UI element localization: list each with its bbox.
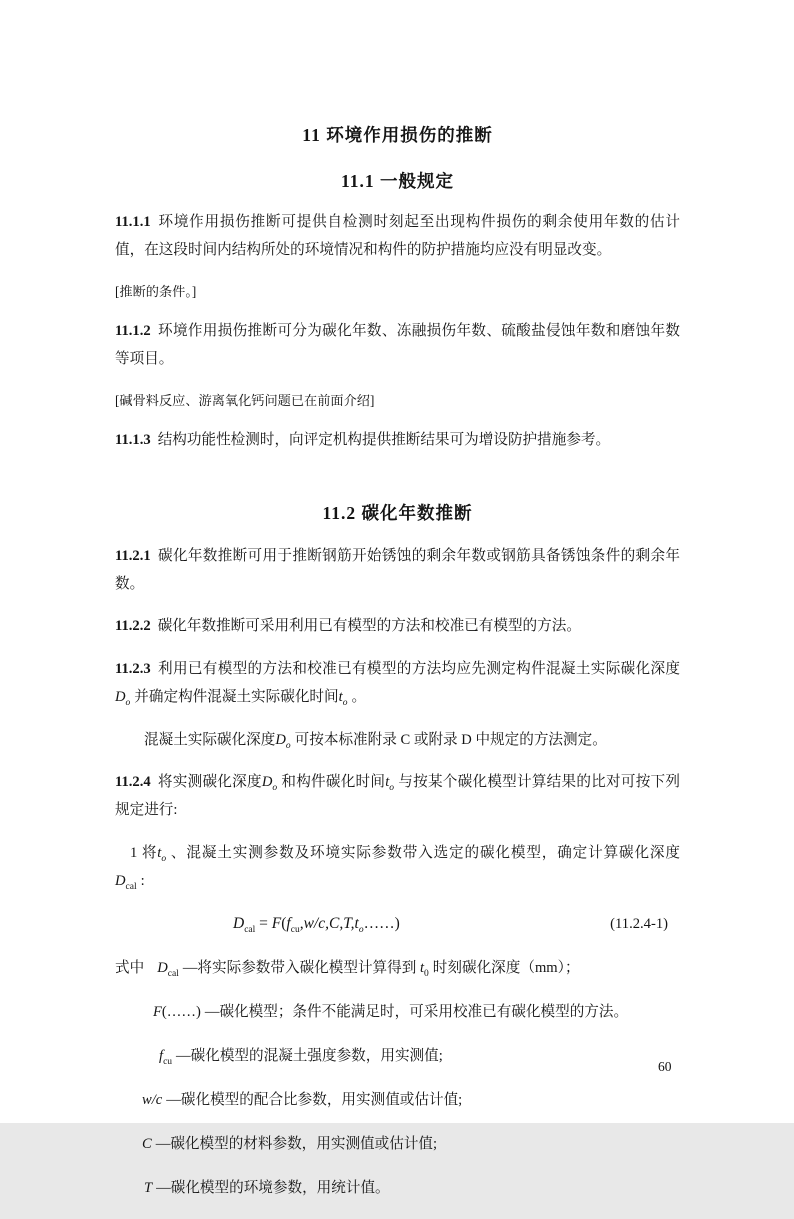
definition-text: —碳化模型的环境参数，用统计值。 — [156, 1180, 390, 1197]
clause-number: 11.2.4 — [115, 774, 151, 791]
list-item-number: 1 — [130, 844, 138, 861]
clause-text: 结构功能性检测时，向评定机构提供推断结果可为增设防护措施参考。 — [157, 431, 611, 448]
clause-text: 将 — [141, 844, 158, 861]
variable-t0: $t_0$ — [419, 959, 429, 979]
clause-11-2-4 — [115, 768, 680, 824]
variable-wc: w/c — [142, 1092, 163, 1109]
clause-text: 利用已有模型的方法和校准已有模型的方法均应先测定构件混凝土实际碳化深度 — [157, 660, 680, 677]
clause-11-1-2 — [115, 317, 680, 373]
equals-sign: = — [259, 915, 268, 933]
variable-T: T — [144, 1180, 153, 1197]
chapter-title: 11 环境作用损伤的推断 — [302, 124, 493, 145]
clause-number: 11.1.1 — [115, 214, 151, 231]
variable-D0: $D_o$ — [115, 688, 131, 708]
variable-D0: $D_o$ — [275, 731, 291, 751]
equation-number: (11.2.4-1) — [610, 916, 668, 933]
section-heading-11-2: 11.2 碳化年数推断 — [322, 502, 473, 523]
clause-11-2-1 — [115, 542, 680, 598]
variable-C: C — [142, 1136, 152, 1153]
clause-11-2-3-para-2 — [115, 726, 680, 754]
clause-11-1-3 — [115, 426, 680, 454]
definition-text: —碳化模型的材料参数，用实测值或估计值; — [155, 1136, 438, 1153]
clause-text: 并确定构件混凝土实际碳化时间 — [134, 688, 339, 705]
page-number: 60 — [658, 1059, 672, 1074]
definition-text: —碳化模型；条件不能满足时，可采用校准已有碳化模型的方法。 — [204, 1004, 629, 1021]
clause-text: 、混凝土实测参数及环境实际参数带入选定的碳化模型，确定计算碳化深度 — [170, 844, 680, 861]
variable-Dcal: $D_{cal}$ — [115, 872, 137, 892]
variable-Dcal: $D_{cal}$ — [157, 959, 179, 979]
definition-text: —将实际参数带入碳化模型计算得到 — [182, 959, 420, 976]
where-definition-wc — [115, 1086, 680, 1116]
where-definition-Dcal — [115, 954, 680, 984]
clause-11-2-4-item-1 — [115, 839, 680, 895]
where-definitions — [115, 954, 680, 1204]
clause-text: 碳化年数推断可采用利用已有模型的方法和校准已有模型的方法。 — [157, 618, 581, 635]
variable-fcu: $f_{cu}$ — [159, 1048, 173, 1068]
clause-text: : — [140, 872, 145, 889]
clause-number: 11.2.1 — [115, 547, 151, 564]
definition-text: —碳化模型的混凝土强度参数，用实测值; — [176, 1048, 443, 1065]
clause-text: 混凝土实际碳化深度 — [144, 731, 276, 748]
function-symbol: F — [271, 915, 282, 933]
editorial-note-2: [碱骨料反应、游离氧化钙问题已在前面介绍] — [115, 392, 375, 408]
clause-number: 11.2.3 — [115, 660, 151, 677]
section-heading-11-1: 11.1 一般规定 — [340, 170, 455, 191]
variable-t0: $t_o$ — [385, 774, 395, 794]
clause-text: 环境作用损伤推断可提供自检测时刻起至出现构件损伤的剩余使用年数的估计值，在这段时间内结构所处的环境情况和构件的防护措施均应没有明显改变。 — [115, 214, 680, 259]
variable-D0: $D_o$ — [261, 774, 278, 794]
clause-11-2-3 — [115, 655, 680, 711]
where-definition-fcu — [115, 1042, 680, 1072]
clause-text: 可按本标准附录 C 或附录 D 中规定的方法测定。 — [294, 731, 607, 748]
where-definition-T — [115, 1174, 680, 1204]
where-definition-C — [115, 1130, 680, 1160]
clause-number: 11.1.3 — [115, 431, 151, 448]
clause-text: 碳化年数推断可用于推断钢筋开始锈蚀的剩余年数或钢筋具备锈蚀条件的剩余年数。 — [115, 547, 680, 592]
where-definition-F — [115, 998, 680, 1028]
clause-11-1-1 — [115, 208, 680, 264]
definition-text: —碳化模型的配合比参数，用实测值或估计值; — [166, 1092, 463, 1109]
clause-11-2-2 — [115, 612, 680, 640]
clause-text: 将实测碳化深度 — [157, 774, 262, 791]
formula-expression: $D_{cal}$ = $F(f_{cu},w/c,C,T,t_o\dots\dots)$ — [233, 915, 400, 936]
clause-text: 环境作用损伤推断可分为碳化年数、冻融损伤年数、硫酸盐侵蚀年数和磨蚀年数等项目。 — [115, 323, 680, 368]
clause-text: 与按某个碳化模型计算结果的比对可按下列规定进行: — [115, 774, 680, 819]
variable-F: F(……) — [153, 1004, 201, 1021]
equation-11-2-4-1 — [115, 909, 680, 939]
page-content — [115, 110, 680, 1219]
clause-text: 。 — [351, 688, 367, 705]
editorial-note-1: [推断的条件。] — [115, 283, 197, 299]
definition-text: 时刻碳化深度（mm）； — [432, 959, 580, 976]
where-lead: 式中 — [115, 959, 145, 976]
clause-text: 和构件碳化时间 — [281, 774, 386, 791]
variable-t0: $t_o$ — [157, 844, 167, 864]
clause-number: 11.2.2 — [115, 618, 151, 635]
clause-number: 11.1.2 — [115, 323, 151, 340]
variable-t0: $t_o$ — [338, 688, 348, 708]
